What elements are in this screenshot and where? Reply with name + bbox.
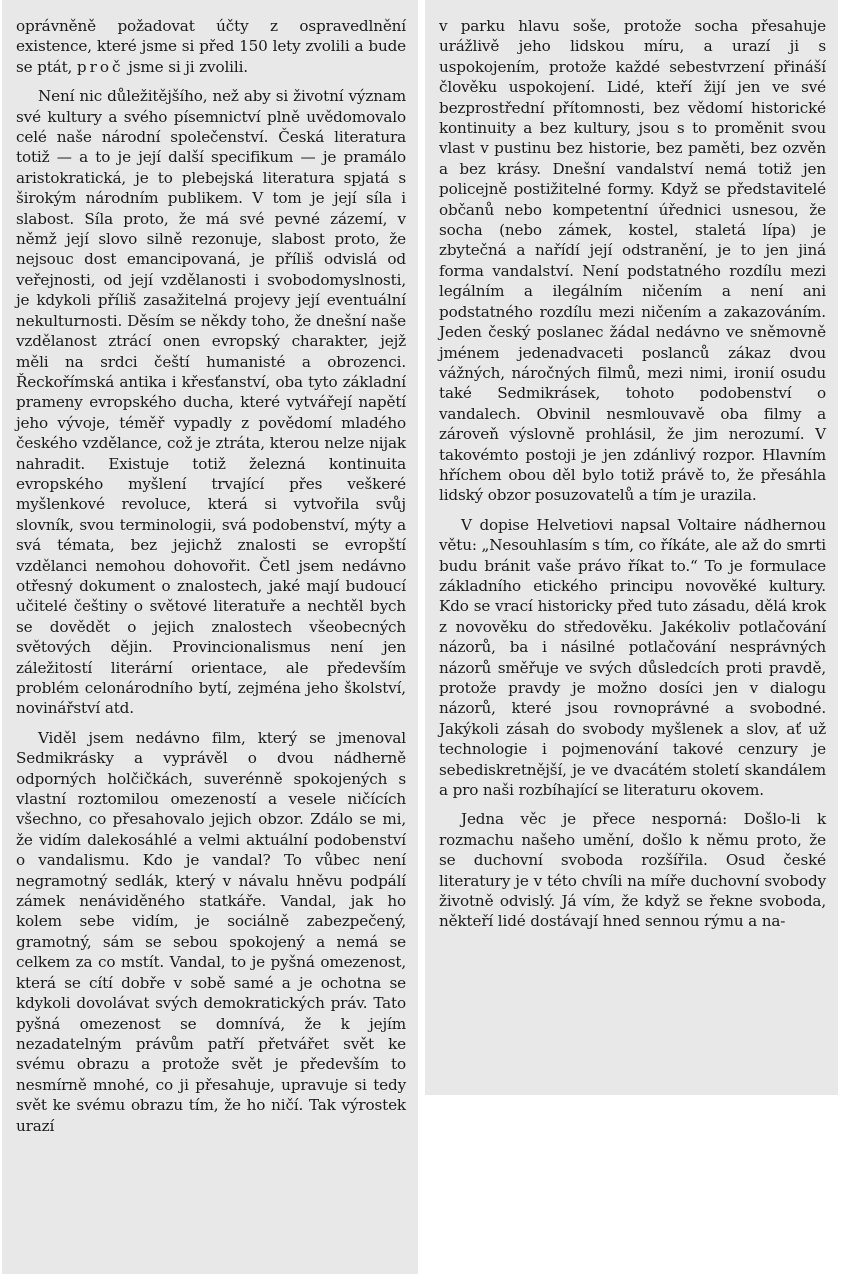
right-column: [425, 0, 838, 1095]
paragraph-text-tail: jsme si ji zvolili.: [123, 57, 248, 76]
paragraph-right-1: v parku hlavu soše, protože socha přesahuje urážlivě jeho lidskou míru, a urazí ji s uspokojením, protože každé sebestvrzení přináší člověku uspokojení. Lidé, kteří žijí jen ve své bezprostřední přítomnosti, bez vědomí historické kontinuity a bez kultury, jsou s to proměnit svou vlast v pustinu bez historie, bez paměti, bez ozvěn a bez krásy. Dnešní vandalství nemá totiž jen policejně postižitelné formy. Když se představitelé občanů nebo kompetentní úřednici usnesou, že socha (nebo zámek, kostel, staletá lípa) je zbytečná a nařídí její odstranění, je to jen jiná forma vandalství. Není podstatného rozdílu mezi legálním a ilegálním ničením a není ani podstatného rozdílu mezi ničením a zakazováním. Jeden český poslanec žádal nedávno ve sněmovně jménem jedenadvaceti poslanců zákaz dvou vážných, náročných filmů, mezi nimi, ironií osudu také Sedmikrásek, tohoto podobenství o vandalech. Obvinil nesmlouvavě oba filmy a zároveň výslovně prohlásil, že jim nerozumí. V takovémto postoji je jen zdánlivý rozpor. Hlavním hříchem obou děl bylo totiž právě to, že přesáhla lidský obzor posuzovatelů a tím je urazila.: [439, 17, 826, 505]
spaced-emphasis: proč: [76, 57, 124, 76]
left-column: [2, 0, 418, 1274]
paragraph-left-1: [16, 16, 406, 77]
paragraph-text: oprávněně požadovat účty z ospravedlnění existence, které jsme si před 150 lety zvolili a bude se ptát,: [16, 17, 406, 76]
paragraph-right-3: Jedna věc je přece nesporná: Došlo-li k rozmachu našeho umění, došlo k němu proto, že se duchovní svoboda rozšířila. Osud české literatury je v této chvíli na míře duchovní svobody životně odvislý. Já vím, že když se řekne svoboda, někteří lidé dostávají hned sennou rýmu a na-: [439, 810, 826, 931]
paragraph-right-2: V dopise Helvetiovi napsal Voltaire nádhernou větu: „Nesouhlasím s tím, co říkáte, ale až do smrti budu bránit vaše právo říkat to.“ To je formulace základního etického principu novověké kultury. Kdo se vrací historicky před tuto zásadu, dělá krok z novověku do středověku. Jakékoliv potlačování názorů, ba i násilné potlačování nesprávných názorů směřuje ve svých důsledcích proti pravdě, protože pravdy je možno dosíci jen v dialogu názorů, které jsou rovnoprávné a svobodné. Jakýkoli zásah do svobody myšlenek a slov, ať už technologie i pojmenování takové cenzury je sebediskretnější, je ve dvacátém století skandálem a pro naši rozbíhající se literaturu okovem.: [439, 515, 826, 800]
paragraph-left-3: Viděl jsem nedávno film, který se jmenoval Sedmikrásky a vyprávěl o dvou nádherně odporných holčičkách, suverénně spokojených s vlastní roztomilou omezeností a vesele ničících všechno, co přesahovalo jejich obzor. Zdálo se mi, že vidím dalekosáhlé a velmi aktuální podobenství o vandalismu. Kdo je vandal? To vůbec není negramotný sedlák, který v návalu hněvu podpálí zámek nenáviděného statkáře. Vandal, jak ho kolem sebe vidím, je sociálně zabezpečený, gramotný, sám se sebou spokojený a nemá se celkem za co mstít. Vandal, to je pyšná omezenost, která se cítí dobře v sobě samé a je ochotna se kdykoli dovolávat svých demokratických práv. Tato pyšná omezenost se domnívá, že k jejím nezadatelným právům patří přetvářet svět ke svému obrazu a protože svět je především to nesmírně mnohé, co ji přesahuje, upravuje si tedy svět ke svému obrazu tím, že ho ničí. Tak výrostek urazí: [16, 728, 406, 1135]
paragraph-left-2: Není nic důležitějšího, než aby si životní význam své kultury a svého písemnictví plně uvědomovalo celé naše národní společenství. Česká literatura totiž — a to je její další specifikum — je pramálo aristokratická, je to plebejská literatura spjatá s širokým národním publikem. V tom je její síla i slabost. Síla proto, že má své pevné zázemí, v němž její slovo silně rezonuje, slabost proto, že nejsouc dost emancipovaná, je příliš odvislá od veřejnosti, od její vzdělanosti i svobodomyslnosti, je kdykoli příliš zasažitelná projevy její eventuální nekulturnosti. Děsím se někdy toho, že dnešní naše vzdělanost ztrácí onen evropský charakter, jejž měli na srdci čeští humanisté a obrozenci. Řeckořímská antika i křesťanství, oba tyto základní prameny evropského ducha, které vytvářejí napětí jeho vývoje, téměř vypadly z povědomí mladého českého vzdělance, což je ztráta, kterou nelze nijak nahradit. Existuje totiž železná kontinuita evropského myšlení trvající přes veškeré myšlenkové revoluce, která si vytvořila svůj slovník, svou terminologii, svá podobenství, mýty a svá témata, bez jejichž znalosti se evropští vzdělanci nemohou dohovořit. Četl jsem nedávno otřesný dokument o znalostech, jaké mají budoucí učitelé češtiny o světové literatuře a nechtěl bych se dovědět o jejich znalostech všeobecných světových dějin. Provincionalismus není jen záležitostí literární orientace, ale především problém celonárodního bytí, zejména jeho školství, novinářství atd.: [16, 87, 406, 718]
